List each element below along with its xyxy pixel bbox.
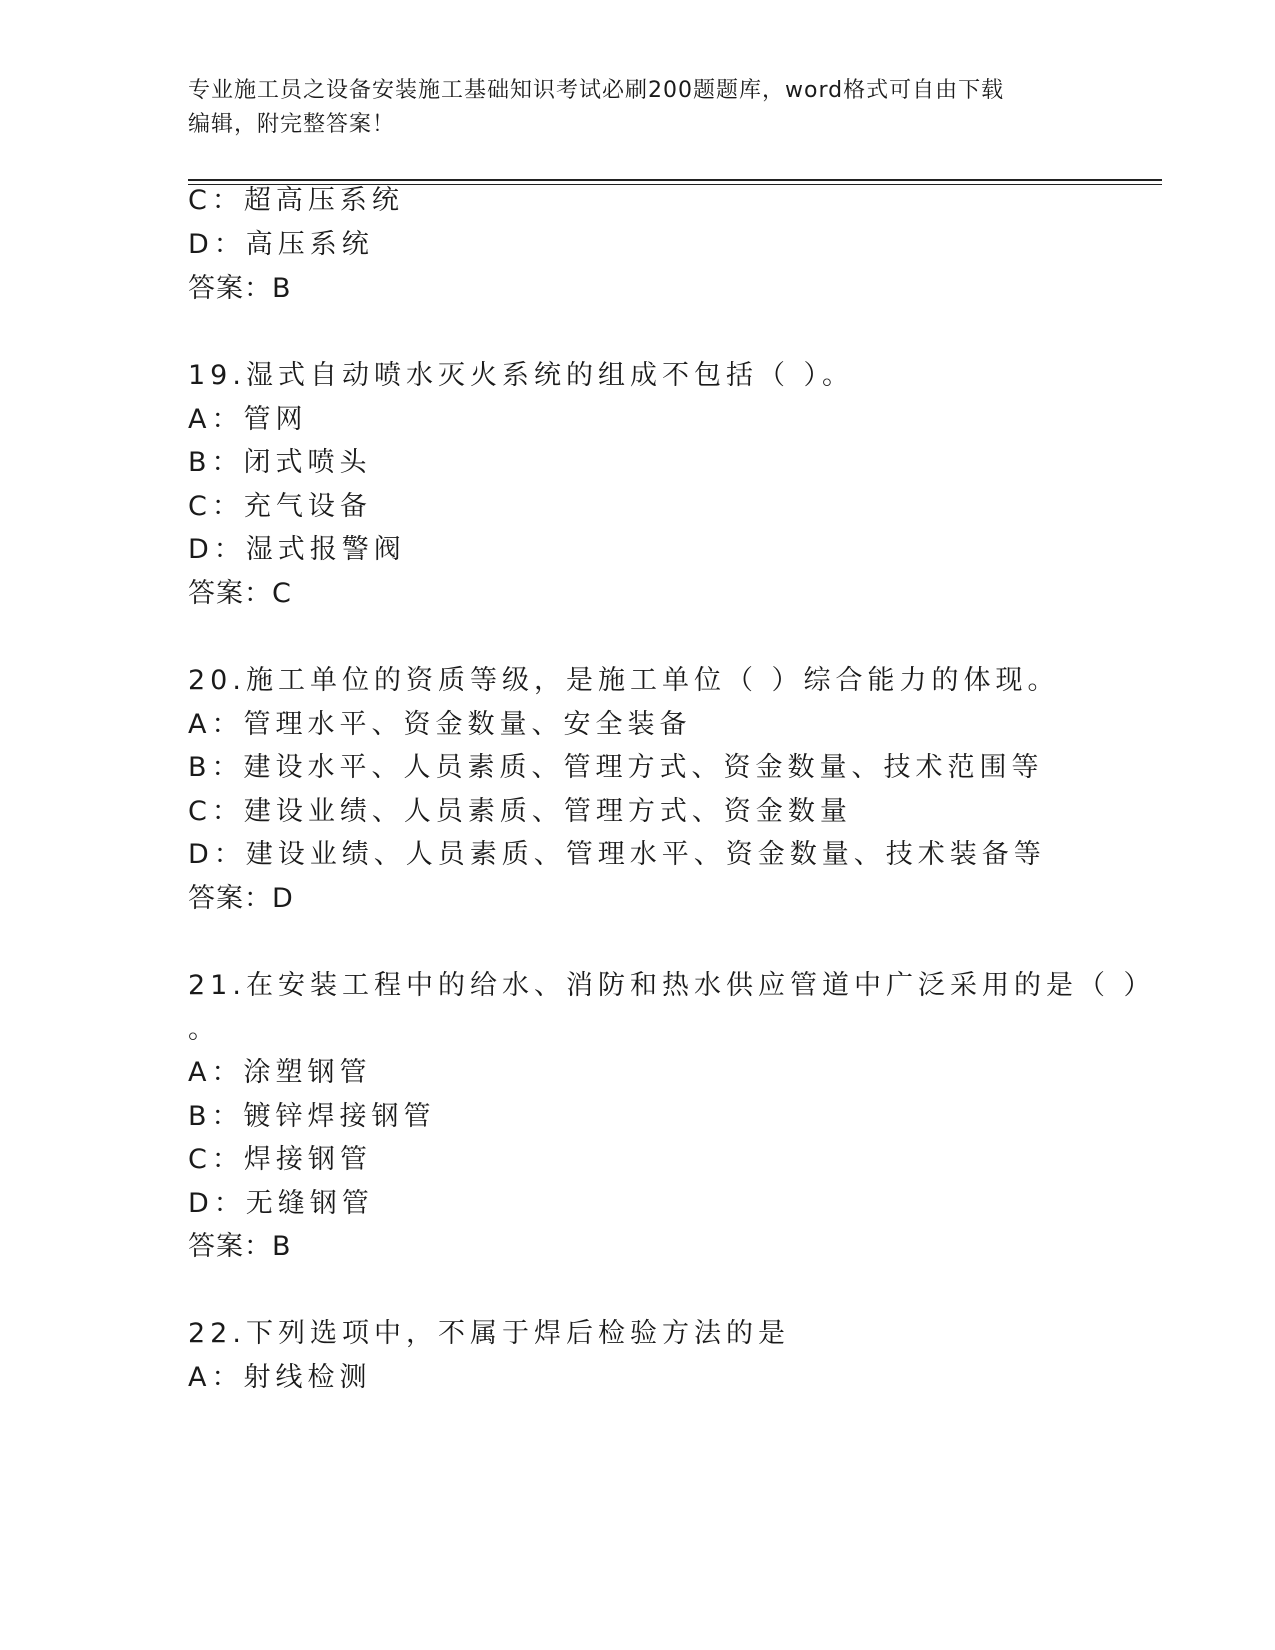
q19-question: 19.湿式自动喷水灭火系统的组成不包括（ ）。: [188, 360, 855, 391]
q20-option-a: A：管理水平、资金数量、安全装备: [188, 709, 692, 740]
q21-option-d: D：无缝钢管: [188, 1188, 374, 1219]
q19-option-c: C：充气设备: [188, 491, 372, 522]
q20-option-d: D：建设业绩、人员素质、管理水平、资金数量、技术装备等: [188, 839, 1046, 870]
q19-answer: 答案：C: [188, 578, 292, 609]
q21-question: 21.在安装工程中的给水、消防和热水供应管道中广泛采用的是（ ）: [188, 970, 1156, 1001]
document-header: [188, 74, 1088, 142]
q18-option-c: C：超高压系统: [188, 185, 404, 216]
q21-answer: 答案：B: [188, 1231, 292, 1262]
q21-option-b: B：镀锌焊接钢管: [188, 1101, 436, 1132]
header-divider-thick: [188, 179, 1162, 181]
q19-option-a: A：管网: [188, 404, 308, 435]
q21-option-c: C：焊接钢管: [188, 1144, 372, 1175]
header-title-line-1: 专业施工员之设备安装施工基础知识考试必刷200题题库，word格式可自由下载: [188, 78, 1005, 103]
q20-question: 20.施工单位的资质等级，是施工单位（ ）综合能力的体现。: [188, 665, 1060, 696]
header-title-line-2: 编辑，附完整答案！: [188, 112, 396, 137]
q20-answer: 答案：D: [188, 883, 294, 914]
q18-answer: 答案：B: [188, 273, 292, 304]
q21-question-continuation: 。: [188, 1014, 220, 1045]
q21-option-a: A：涂塑钢管: [188, 1057, 372, 1088]
q20-option-c: C：建设业绩、人员素质、管理方式、资金数量: [188, 796, 852, 827]
q22-option-a: A：射线检测: [188, 1362, 372, 1393]
q19-option-d: D：湿式报警阀: [188, 534, 406, 565]
q19-option-b: B：闭式喷头: [188, 447, 372, 478]
q20-option-b: B：建设水平、人员素质、管理方式、资金数量、技术范围等: [188, 752, 1044, 783]
q18-option-d: D：高压系统: [188, 229, 374, 260]
q22-question: 22.下列选项中，不属于焊后检验方法的是: [188, 1318, 790, 1349]
